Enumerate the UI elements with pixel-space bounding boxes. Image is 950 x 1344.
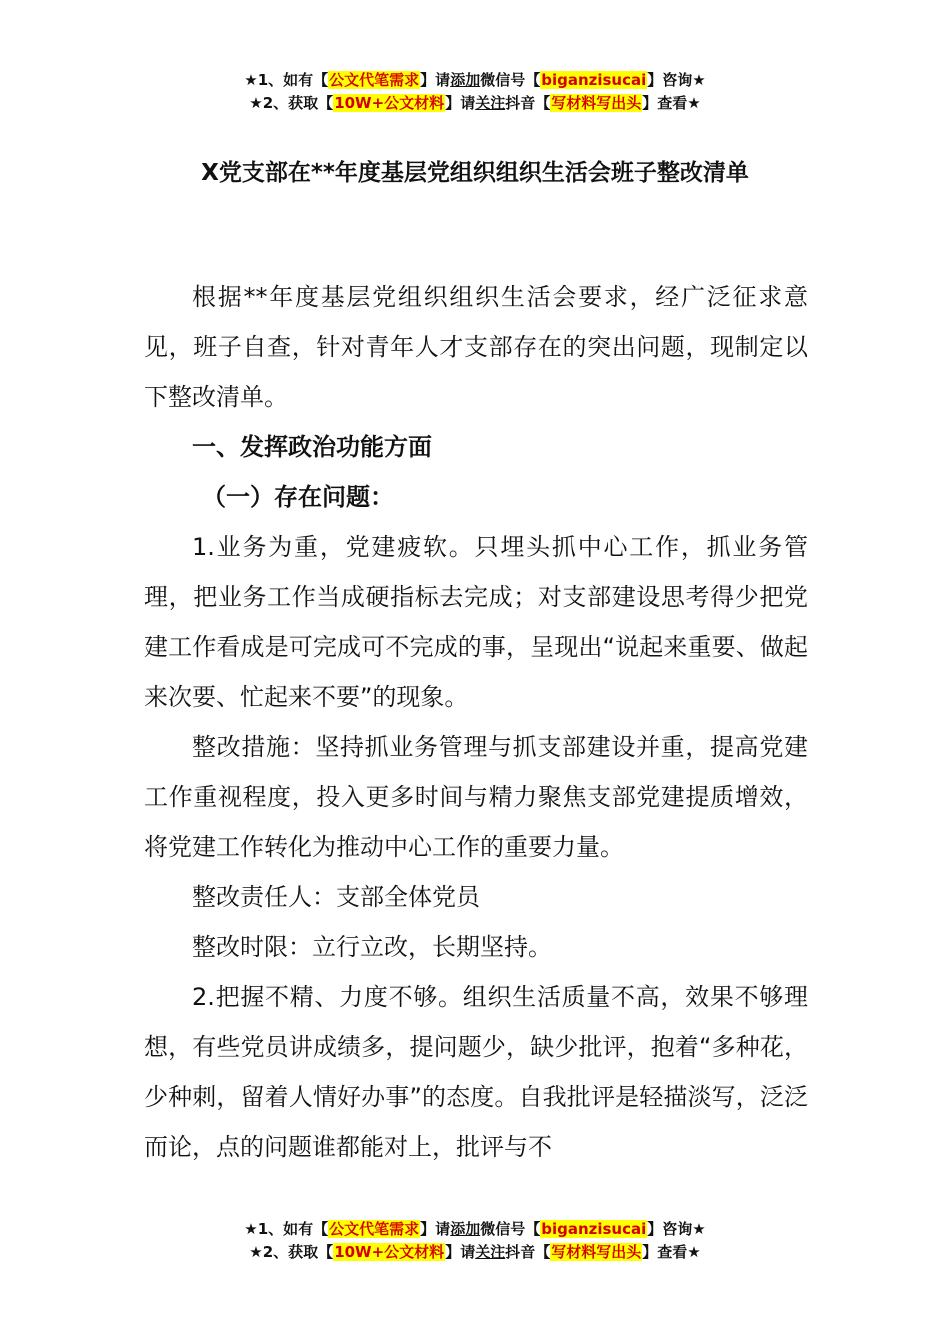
document-body (144, 272, 808, 1172)
banner-suffix: 】咨询★ (647, 1220, 706, 1238)
intro-paragraph: 根据**年度基层党组织组织生活会要求，经广泛征求意见，班子自查，针对青年人才支部存在的突出问题，现制定以下整改清单。 (144, 283, 808, 411)
banner-text: 微信号【 (480, 71, 541, 89)
banner-text: 】请 (445, 94, 476, 112)
banner-text: 抖音【 (505, 94, 551, 112)
rectification-measures: 整改措施：坚持抓业务管理与抓支部建设并重，提高党建工作重视程度，投入更多时间与精力聚焦支部党建提质增效，将党建工作转化为推动中心工作的重要力量。 (144, 733, 808, 861)
header-banner-line-2 (0, 92, 950, 115)
banner-suffix: 】查看★ (642, 1243, 701, 1261)
responsible-person: 整改责任人：支部全体党员 (192, 883, 480, 911)
banner-highlight-douyin-account: 写材料写出头 (551, 94, 642, 112)
banner-prefix: ★2、获取【 (249, 94, 334, 112)
problem-item-2: 2.把握不精、力度不够。组织生活质量不高，效果不够理想，有些党员讲成绩多，提问题少，缺少批评，抱着“多种花，少种刺，留着人情好办事”的态度。自我批评是轻描淡写，泛泛而论，点的问题谁都能对上，批评与不 (144, 983, 808, 1161)
banner-underlined-text: 关注 (475, 1243, 506, 1261)
banner-highlight-service: 公文代笔需求 (329, 71, 420, 89)
subsection-heading: （一）存在问题： (202, 483, 394, 511)
banner-text: 】请 (420, 1220, 451, 1238)
banner-highlight-service: 公文代笔需求 (329, 1220, 420, 1238)
banner-highlight-wechat-id: biganzisucai (541, 1220, 647, 1238)
banner-text: 微信号【 (480, 1220, 541, 1238)
banner-prefix: ★1、如有【 (244, 71, 329, 89)
header-banner (0, 69, 950, 115)
banner-suffix: 】查看★ (642, 94, 701, 112)
footer-banner-line-1 (0, 1218, 950, 1241)
banner-prefix: ★2、获取【 (249, 1243, 334, 1261)
banner-suffix: 】咨询★ (647, 71, 706, 89)
section-heading: 一、发挥政治功能方面 (192, 433, 432, 461)
banner-underlined-text: 添加 (450, 1220, 481, 1238)
banner-text: 】请 (420, 71, 451, 89)
header-banner-line-1 (0, 69, 950, 92)
banner-underlined-text: 关注 (475, 94, 506, 112)
banner-highlight-wechat-id: biganzisucai (541, 71, 647, 89)
banner-prefix: ★1、如有【 (244, 1220, 329, 1238)
footer-banner-line-2 (0, 1241, 950, 1264)
deadline: 整改时限：立行立改，长期坚持。 (192, 933, 552, 961)
footer-banner (0, 1218, 950, 1264)
banner-highlight-materials: 10W+公文材料 (334, 1243, 445, 1261)
problem-item-1: 1.业务为重，党建疲软。只埋头抓中心工作，抓业务管理，把业务工作当成硬指标去完成；对支部建设思考得少把党建工作看成是可完成可不完成的事，呈现出“说起来重要、做起来次要、忙起来不要”的现象。 (144, 533, 808, 711)
banner-text: 】请 (445, 1243, 476, 1261)
document-title: X党支部在**年度基层党组织组织生活会班子整改清单 (201, 160, 749, 186)
banner-underlined-text: 添加 (450, 71, 481, 89)
banner-highlight-douyin-account: 写材料写出头 (551, 1243, 642, 1261)
banner-highlight-materials: 10W+公文材料 (334, 94, 445, 112)
banner-text: 抖音【 (505, 1243, 551, 1261)
